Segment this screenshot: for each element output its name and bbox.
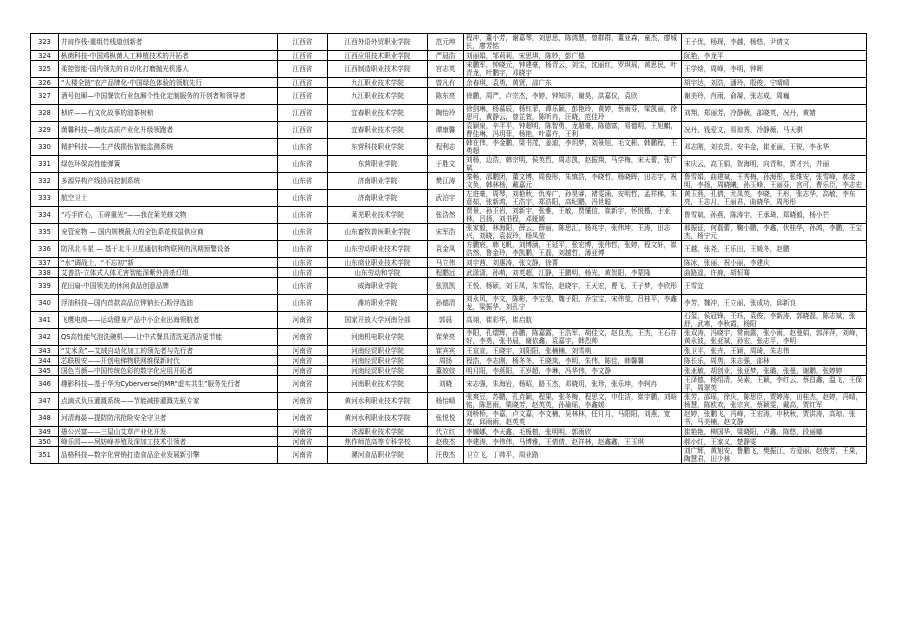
- table-row: [31, 34, 867, 51]
- province: 山东省: [278, 190, 328, 207]
- school-name: 威海职业学院: [328, 278, 428, 295]
- team-members: 明月阳，李燕阳，王岁超，李琳，冯华伟，李文静: [464, 366, 682, 376]
- school-name: 山东劳动职业技术学院: [328, 241, 428, 258]
- province: 河南省: [278, 393, 328, 410]
- advisors: 郝振征，何磊蕾，鞠小鹏，李鑫，伏桂华，孙鸿，李鹏，王宝杰，杨宁元: [682, 224, 867, 241]
- province: 山东省: [278, 278, 328, 295]
- province: 山东省: [278, 139, 328, 156]
- team-leader: 陶怡玲: [428, 105, 464, 122]
- advisors: 况丹，钱爱文，易琼秀，冷静薇，马天骐: [682, 122, 867, 139]
- advisors: 郝小红，王家义，楚静雯: [682, 437, 867, 447]
- school-name: 莱芜职业技术学院: [328, 207, 428, 224]
- table-row: [31, 278, 867, 295]
- advisors: 石玺，侯冠锋，王珏，袁俊，李新涛，郭晓磊，陈志斌，张舒，武寒，李秋霞，杨阳: [682, 312, 867, 329]
- row-number: 348: [31, 410, 59, 427]
- school-name: 黄河水利职业技术学院: [328, 410, 428, 427]
- province: 山东省: [278, 224, 328, 241]
- team-leader: 严晨浩: [428, 51, 464, 61]
- team-leader: 赵俊杰: [428, 437, 464, 447]
- team-members: 武潇潇，孙萌，刘英超，江静，王鹏明，杨光，黄贺阳，李蒙隆: [464, 268, 682, 278]
- team-members: 刘永风，李文，陈彬，李宝莹，魏子阳，乔宝宝，宋伟莹，吕桂平，李鑫龙，梁振华，刘孔宁: [464, 295, 682, 312]
- team-members: 程浩，李志刚，杨冬冬，王晓岚，李明，朱伟，陈佳，韩馨馨: [464, 356, 682, 366]
- project-name: 多源异构产线协同控制系统: [59, 173, 278, 190]
- province: 江西省: [278, 61, 328, 78]
- advisors: 阮艳，李龙平: [682, 51, 867, 61]
- advisors: 宋庆云，高玉娟，贺海明，向青和，贾才兴，井丽: [682, 156, 867, 173]
- team-members: 刘杨，边浩，韩宗明，侯英哲，周志凯，赵振翔，马学梅，宋天蕾，张广斌: [464, 156, 682, 173]
- team-leader: 曾凡有: [428, 78, 464, 88]
- team-members: 卫立飞，丁帅平，周业路: [464, 447, 682, 464]
- team-members: 徐剑琳，杨慕辰，杨钰菲，谭乐颖，彭艳玲，黄婷，蔡雨芬，梁凯丽，徐思可，黄静云，曾芷萱，陈昕冉，汪晓，范佳玲: [464, 105, 682, 122]
- row-number: 336: [31, 241, 59, 258]
- project-name: “水”调战士，“不忘初”新: [59, 258, 278, 268]
- table-row: [31, 329, 867, 346]
- province: 江西省: [278, 34, 328, 51]
- school-name: 江西应用技术职业学院: [328, 51, 428, 61]
- school-name: 宜春职业技术学院: [328, 122, 428, 139]
- team-members: 左进豪，周琴，刘艳秋，仇寿广，孙昊睿，褚雯涌，安明哲，孟祥梯，朱意茹，张新鸿，王浩宇，郑浩阳，高纪鹏，冯世聪: [464, 190, 682, 207]
- project-name: 航空卫士: [59, 190, 278, 207]
- advisors: 陈长乐，周勇，朱志强，邵林: [682, 356, 867, 366]
- table-row: [31, 427, 867, 437]
- province: 江西省: [278, 105, 328, 122]
- project-name: 防汛北斗星 — 基于北斗卫星通信和物联网的汛期预警设备: [59, 241, 278, 258]
- team-leader: 张浩然: [428, 207, 464, 224]
- row-number: 335: [31, 224, 59, 241]
- team-leader: 范元坤: [428, 34, 464, 51]
- row-number: 347: [31, 393, 59, 410]
- advisors: 崔艳艳，柳国华，梁晓阳，卢鑫，陈悠，段丽娜: [682, 427, 867, 437]
- table-row: [31, 88, 867, 105]
- table-row: [31, 190, 867, 207]
- advisors: 张亚敏，胡创业，张亚梦，张璐，张曼，谢鹏，张婷婷: [682, 366, 867, 376]
- row-number: 344: [31, 356, 59, 366]
- school-name: 河南经贸职业学院: [328, 346, 428, 356]
- advisors: 鲁雪娟，曲建斌，王秀梅，孙海彤，张维安，张雪峰，郝金明，李扬，周晓曦，孙玉峰，王丽芬，宫可，曹乐臣，李志宏: [682, 173, 867, 190]
- advisors: 张双涛，冯晓宇，常雨露，张小雨，赵曼娟，郭萍萍，刘峰，黄永波，张亚斌，孙宏，张志平，李明: [682, 329, 867, 346]
- row-number: 342: [31, 329, 59, 346]
- team-members: 程冲，董小芳，谢嘉琴，刘思思，陈鸿慧，曾群群，董亚森，童杰，廖城长，廖芳铭: [464, 34, 682, 51]
- team-leader: 宫志英: [428, 61, 464, 78]
- advisors: 黄玉燕，孔倩，尤凤英，李晓，王形，张志华，高敏，李东亮，王志月，王丽君，曲晓华，周彤彤: [682, 190, 867, 207]
- team-leader: 樊江涛: [428, 173, 464, 190]
- province: 河南省: [278, 346, 328, 356]
- team-members: 张爽豆，苏鹏，孔垚颖，程果，张冬梅，程思文，申佳洁，崔宇鹏，刘晗铭，陈思雨，栗晓芳，赵英英，孙瑜瑶，李鑫媛: [464, 393, 682, 410]
- row-number: 325: [31, 61, 59, 78]
- table-row: [31, 447, 867, 464]
- table-row: [31, 356, 867, 366]
- advisors: 王子优，杨琛，李越，杨悠，尹倩文: [682, 34, 867, 51]
- project-name: 国色当颜—中国传统色彩的数字化应用开拓者: [59, 366, 278, 376]
- row-number: 331: [31, 156, 59, 173]
- row-number: 339: [31, 278, 59, 295]
- province: 山东省: [278, 173, 328, 190]
- province: 河南省: [278, 312, 328, 329]
- table-row: [31, 312, 867, 329]
- team-members: 张家毅，林海阳，薛云，薛丽，陈思汇，杨兆宇，张伟坤，王涛，田志兴，刘晓，袁叔玲，杨凤莹: [464, 224, 682, 241]
- table-row: [31, 51, 867, 61]
- province: 江西省: [278, 78, 328, 88]
- row-number: 343: [31, 346, 59, 356]
- team-leader: 刘晓: [428, 376, 464, 393]
- province: 江西省: [278, 51, 328, 61]
- school-name: 宜春职业技术学院: [328, 105, 428, 122]
- advisors: 张芳，邵瑶，徐庆，陈思臣，贾婷涛，田桂杰，赵婷，冯晴，杨慧，陈欧欢，张宗宾，蔡颖雯，戴高，贾红军: [682, 393, 867, 410]
- school-name: 焦作师范高等专科学校: [328, 437, 428, 447]
- table-row: [31, 156, 867, 173]
- team-members: 刘宇茜，刘惠涛，张文静，徐菁: [464, 258, 682, 268]
- project-name: 浮油科技—国内首款高品位钾钠长石粉浮选油: [59, 295, 278, 312]
- team-leader: 崔宾宾: [428, 346, 464, 356]
- school-name: 河南经贸职业学院: [328, 366, 428, 376]
- school-name: 东营职业学院: [328, 156, 428, 173]
- team-leader: 董姣姣: [428, 366, 464, 376]
- project-name: “巧手匠心，玉碎重光”——我在莱芜修文物: [59, 207, 278, 224]
- row-number: 327: [31, 88, 59, 105]
- advisors: 刘广辉，黄旭安，鲁鹏飞，樊振江，方爱丽，赵俊芳，王果，陶慧君，田少林: [682, 447, 867, 464]
- table-row: [31, 295, 867, 312]
- row-number: 333: [31, 190, 59, 207]
- team-leader: 郭晨: [428, 312, 464, 329]
- project-name: 绿色环保高性能弹簧: [59, 156, 278, 173]
- project-name: 愚公兴富——三屋山艾草产业化开发: [59, 427, 278, 437]
- row-number: 330: [31, 139, 59, 156]
- school-name: 河南机电职业学院: [328, 329, 428, 346]
- team-members: 徐鹏，周严，卢宗杰，李婷，钟知洋，谢昊，洪嘉仪，袁欣: [464, 88, 682, 105]
- row-number: 337: [31, 258, 59, 268]
- row-number: 346: [31, 376, 59, 393]
- project-name: 飞鹰电商——运动健身产品中小企业出海领航者: [59, 312, 278, 329]
- team-leader: 代立红: [428, 427, 464, 437]
- project-name: 精护科技——生产线损伤智能监测系统: [59, 139, 278, 156]
- advisors: 王雪宜: [682, 278, 867, 295]
- team-leader: 程利志: [428, 139, 464, 156]
- province: 江西省: [278, 88, 328, 105]
- row-number: 351: [31, 447, 59, 464]
- row-number: 338: [31, 268, 59, 278]
- province: 河南省: [278, 410, 328, 427]
- team-leader: 武泊宇: [428, 190, 464, 207]
- project-name: 酒号包厢—中国餐饮行业包厢个性化定制服务的开创者和领导者: [59, 88, 278, 105]
- row-number: 323: [31, 34, 59, 51]
- advisors: 李芳，魏冲，王立丽，张成功，邱新良: [682, 295, 867, 312]
- project-name: 芯联极安——开创电梯物联网维保新时代: [59, 356, 278, 366]
- team-members: 韩在伟，李金鹏，梁书茂，姜迪，李玥梦，刘景旭，毛文彬，韩鹏程，王勇超: [464, 139, 682, 156]
- province: 山东省: [278, 268, 328, 278]
- team-members: 高翊，崔彩华，崔启航: [464, 312, 682, 329]
- province: 河南省: [278, 329, 328, 346]
- team-leader: 崔荣亮: [428, 329, 464, 346]
- project-name: “大楼全链”农产品牌化-中国绿色体验的领航先行: [59, 78, 278, 88]
- project-name: “艾米灸”—艾绒自动化加工的领先者与先行者: [59, 346, 278, 356]
- table-row: [31, 122, 867, 139]
- advisors: 鲁雪斌，孙燕，陈涛宇，王承琦，郑晓毅，杨小芒: [682, 207, 867, 224]
- project-name: 花田扇-中国领先的休闲食品创意品牌: [59, 278, 278, 295]
- team-leader: 谭康馨: [428, 122, 464, 139]
- province: 河南省: [278, 447, 328, 464]
- team-leader: 汪俊杰: [428, 447, 464, 464]
- team-leader: 张悦悦: [428, 410, 464, 427]
- table-row: [31, 78, 867, 88]
- school-name: 河南经贸职业学院: [328, 356, 428, 366]
- province: 山东省: [278, 258, 328, 268]
- table-row: [31, 410, 867, 427]
- province: 河南省: [278, 376, 328, 393]
- project-name: QS高性能气泡洗碗机——让中式餐具清洗更清洁更节能: [59, 329, 278, 346]
- row-number: 328: [31, 105, 59, 122]
- table-row: [31, 207, 867, 224]
- school-name: 济南职业学院: [328, 190, 428, 207]
- school-name: 漯河食品职业学院: [328, 447, 428, 464]
- province: 山东省: [278, 241, 328, 258]
- school-name: 黄河水利职业技术学院: [328, 393, 428, 410]
- school-name: 江西制造职业技术学院: [328, 61, 428, 78]
- table-row: [31, 268, 867, 278]
- project-name: 峰乐园——夙妨峰养殖及深加工技术引领者: [59, 437, 278, 447]
- project-name: 柔控智能-国内领先的自动化打磨抛光机器人: [59, 61, 278, 78]
- team-members: 贾景，孙玉岩，刘新宇，张雅，王敏，贾懂信，崔新宇，怀悦楷，于亚林，吕扬，刘书程，邓娅媛: [464, 207, 682, 224]
- row-number: 332: [31, 173, 59, 190]
- team-members: 王宣宣，王晓宇，刘阳阳，张楠楠，刘雪萌: [464, 346, 682, 356]
- row-number: 345: [31, 366, 59, 376]
- school-name: 济源职业技术学院: [328, 427, 428, 437]
- project-name: 桢匠——有文化故事的油茶树桢: [59, 105, 278, 122]
- project-name: 并肩作栈-重组竹栈道创新者: [59, 34, 278, 51]
- team-members: 方鹏宸，韩飞帆，刘博涵，王延平，张宏博，张伟哲，张婷，程文轩，崔浩然，鲁金玲，李凯鹏，王磊，刘越哲，薄亚博: [464, 241, 682, 258]
- advisors: 王越，张尧，王乐田，王媛冬，赵鹏: [682, 241, 867, 258]
- school-name: 江西外语外贸职业学院: [328, 34, 428, 51]
- team-members: 李建涛，李伟伟，马博雅，王倩倩，赵祥林，赵鑫鑫，王玉琪: [464, 437, 682, 447]
- table-row: [31, 61, 867, 78]
- team-leader: 程鹏远: [428, 268, 464, 278]
- province: 山东省: [278, 295, 328, 312]
- school-name: 潍坊职业学院: [328, 295, 428, 312]
- project-name: 宠管宠物 — 国内规模最大的全色系花枝鼠供应商: [59, 224, 278, 241]
- advisors: 胡宇达，刘浩，潘玲，殷俊，宁晴晴: [682, 78, 867, 88]
- row-number: 350: [31, 437, 59, 447]
- table-row: [31, 105, 867, 122]
- school-name: 山东商业职业技术学院: [328, 258, 428, 268]
- advisors: 陈冰，张丽，祝小丽，李建庆: [682, 258, 867, 268]
- school-name: 山东劳动和学院: [328, 268, 428, 278]
- advisors: 王泽德，杨绍清，吴素，王颖，李红云，蔡昌鑫，温飞，王保平，周翠英: [682, 376, 867, 393]
- table-row: [31, 241, 867, 258]
- school-name: 山东畜牧兽医职业学院: [328, 224, 428, 241]
- table-row: [31, 139, 867, 156]
- project-table: [30, 33, 867, 464]
- school-name: 河南职业技术学院: [328, 376, 428, 393]
- province: 河南省: [278, 437, 328, 447]
- province: 河南省: [278, 366, 328, 376]
- team-members: 刘丽娟，邹莉莉，宋思琪，陈妙，彭广德: [464, 51, 682, 61]
- team-members: 李阳，孔熠辉，孙鹏，陈嘉露，王浩军，胡佳文，赵良杰，王杰，王石存好，李勇，张书晨，谢依鑫，袁嘉宇，韩烈帅: [464, 329, 682, 346]
- team-leader: 宋军浩: [428, 224, 464, 241]
- team-leader: 周扬: [428, 356, 464, 366]
- project-name: 菌馨科技—菌皮高质产业化升级领跑者: [59, 122, 278, 139]
- advisors: 谢美玲，肖雨，俞凝，张志成，周巍: [682, 88, 867, 105]
- school-name: 九江职业技术学院: [328, 78, 428, 88]
- school-name: 九江职业技术学院: [328, 88, 428, 105]
- team-members: 袁颖泉，辛平平，钟超明，陈智勇，龙超豪，陈德富，易德明，王旭麒，曹佳琳，冯玥菲，杨艳，叶嘉卉，王利: [464, 122, 682, 139]
- spreadsheet-page: [30, 33, 866, 464]
- advisors: 王学焓，周峰，李明，钟晖: [682, 61, 867, 78]
- team-leader: 袁金凤: [428, 241, 464, 258]
- team-members: 余春琪，袁勇，黄贤，邵广东: [464, 78, 682, 88]
- team-members: 宋志强，朱海岩，杨昭，路玉杰，邓晓玥，张珍，张乐坤，李轲冉: [464, 376, 682, 393]
- project-name: 河清海晏—提防防汛抢险安全守卫者: [59, 410, 278, 427]
- table-row: [31, 366, 867, 376]
- row-number: 341: [31, 312, 59, 329]
- table-row: [31, 173, 867, 190]
- project-name: 点滴式负压灌溉系统——节能减排灌溉先驱专家: [59, 393, 278, 410]
- team-leader: 张凯凯: [428, 278, 464, 295]
- province: 山东省: [278, 156, 328, 173]
- row-number: 329: [31, 122, 59, 139]
- advisors: 张卫平，张卉，王颖，周琦，朱志伟: [682, 346, 867, 356]
- team-leader: 马立伟: [428, 258, 464, 268]
- team-members: 王悦，杨硕，刘玉凤，朱雪怡，赵晓宇，王天宏，曹飞，王子梦，李欣彤: [464, 278, 682, 295]
- school-name: 济南职业学院: [328, 173, 428, 190]
- table-row: [31, 346, 867, 356]
- row-number: 340: [31, 295, 59, 312]
- school-name: 东营科技职业学院: [328, 139, 428, 156]
- table-row: [31, 393, 867, 410]
- team-leader: 孙德清: [428, 295, 464, 312]
- team-members: 秦畅，邵鹏团，董文博，周俊彤，朱慎浩，李晓哲，杨晓晖，田志宇，祝文奂，韩林杨，戴嘉元: [464, 173, 682, 190]
- province: 河南省: [278, 427, 328, 437]
- school-name: 国家开放大学河南分部: [328, 312, 428, 329]
- project-name: 艾普浩-立体式人体无害智能深紫外消杀灯组: [59, 268, 278, 278]
- row-number: 324: [31, 51, 59, 61]
- row-number: 349: [31, 427, 59, 437]
- table-row: [31, 258, 867, 268]
- project-name: 枞菌科技-中国鸡枞菌人工种植技术的开拓者: [59, 51, 278, 61]
- province: 河南省: [278, 356, 328, 366]
- province: 山东省: [278, 207, 328, 224]
- advisors: 邓志刚，刘衣贵，安丰金，崔亚丽，王锐，李永华: [682, 139, 867, 156]
- team-leader: 陈东亮: [428, 88, 464, 105]
- team-members: 宋鹏军，钟晓元，钟建豪，杨青云，刘宝，沈丽红，罗琪瑶，黄思民，叶青龙，叶鹏宇，邓晓宇: [464, 61, 682, 78]
- project-name: 趣影科技—基于华为Cyberverse的MR“虚实共生”服务先行者: [59, 376, 278, 393]
- table-row: [31, 224, 867, 241]
- project-name: 品格科技—数字化营销打造食品企业发展新引擎: [59, 447, 278, 464]
- team-leader: 于胜文: [428, 156, 464, 173]
- advisors: 刘翔，郑丽芳，冷静薇，邵晓英，况丹，黄婧: [682, 105, 867, 122]
- province: 江西省: [278, 122, 328, 139]
- table-row: [31, 437, 867, 447]
- team-members: 李娜娜，李天鑫，毛栀植，张明明，郭雨欣: [464, 427, 682, 437]
- table-row: [31, 376, 867, 393]
- advisors: 赵婷，张鹏飞，冯峰，王宏涛，申秋秋，贾洪涛，高琼，张书，马美楠，赵文静: [682, 410, 867, 427]
- advisors: 曲路遥，许鹿，胡恒骞: [682, 268, 867, 278]
- team-members: 刘桥桥，李嘉，卢文嘉，李文楠，吴林林，任月月，马阳阳，刘燕，宽宽，邱雨雨，赵英英: [464, 410, 682, 427]
- row-number: 326: [31, 78, 59, 88]
- team-leader: 杨怡晴: [428, 393, 464, 410]
- row-number: 334: [31, 207, 59, 224]
